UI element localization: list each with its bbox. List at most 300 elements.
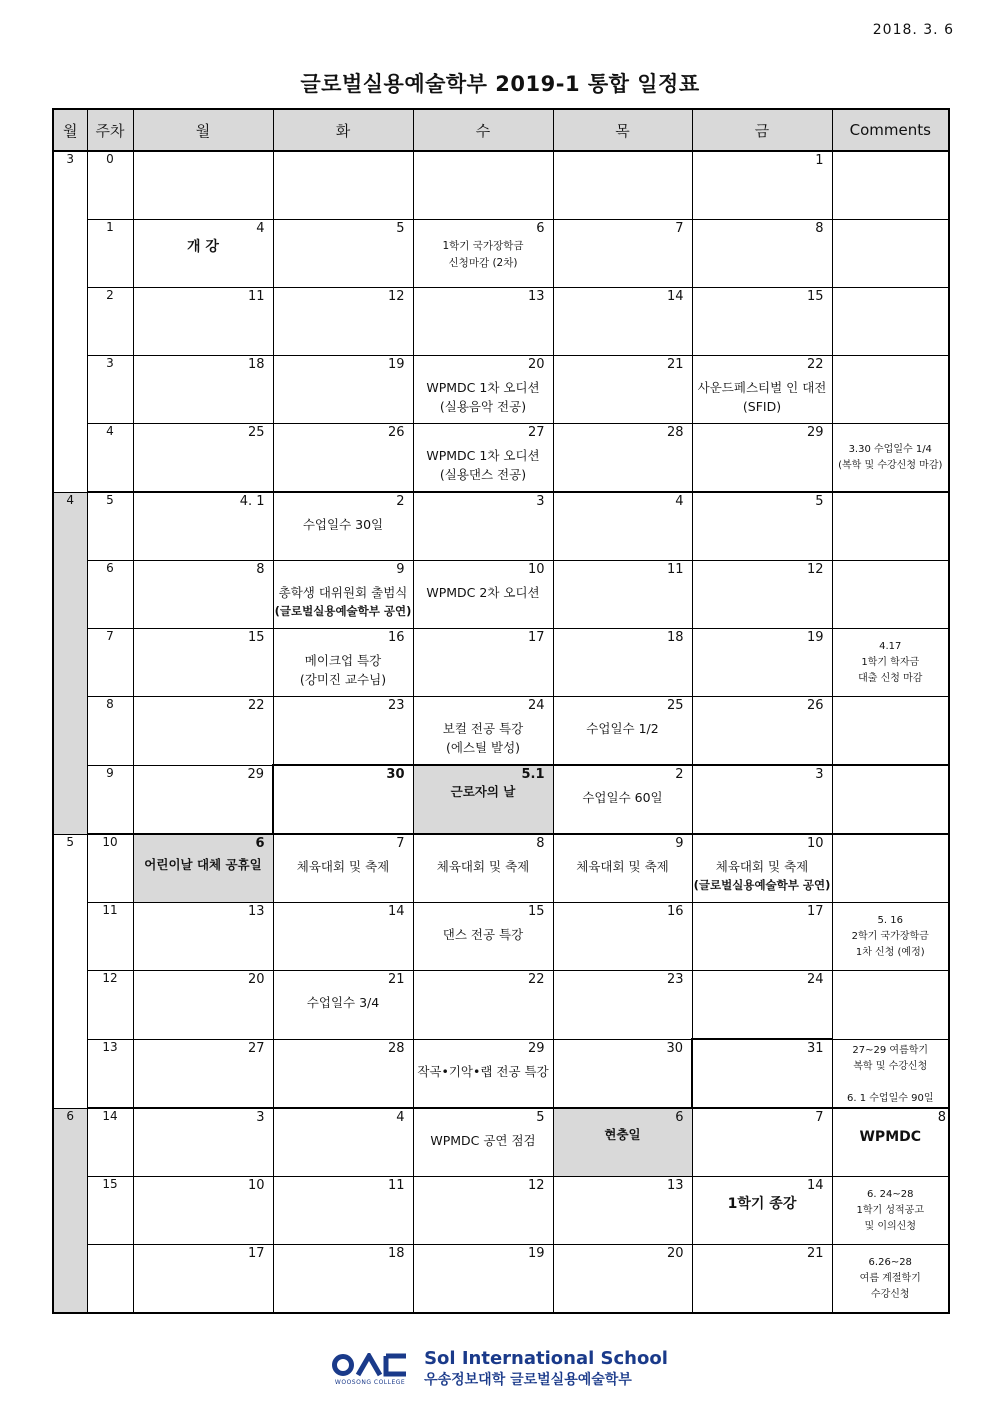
day-number: 18 xyxy=(666,630,684,645)
day-cell-tue xyxy=(273,220,413,288)
comment-line: 6. 1 수업일수 90일 xyxy=(847,1092,934,1104)
event-line: (에스틸 발성) xyxy=(445,740,521,755)
school-name xyxy=(424,1348,668,1390)
day-cell-fri xyxy=(692,561,832,629)
comment-cell xyxy=(832,288,949,356)
day-number: 3 xyxy=(256,1110,265,1125)
comment-line: 6.26~28 xyxy=(868,1256,912,1268)
day-number: 16 xyxy=(666,904,684,919)
footer xyxy=(0,1348,1000,1390)
day-cell-tue xyxy=(273,356,413,424)
comment-line: 및 이의신청 xyxy=(864,1220,916,1232)
event-text xyxy=(414,857,553,876)
day-cell-fri xyxy=(692,903,832,971)
day-number: 8 xyxy=(937,1110,946,1125)
week-row xyxy=(53,1039,949,1108)
day-number: 6 xyxy=(536,221,545,236)
schedule-table xyxy=(52,108,950,1314)
comment-cell xyxy=(832,1177,949,1245)
day-cell-tue xyxy=(273,834,413,903)
month-cell: 4 xyxy=(53,492,87,834)
day-cell-fri xyxy=(692,1177,832,1245)
comment-text xyxy=(833,629,949,696)
month-cell: 3 xyxy=(53,151,87,492)
comment-cell xyxy=(832,971,949,1040)
event-line: 총학생 대위원회 출범식 xyxy=(278,585,408,600)
event-line: (강미진 교수님) xyxy=(299,672,387,687)
event-text xyxy=(693,1195,832,1214)
week-row xyxy=(53,834,949,903)
day-cell-mon xyxy=(133,765,273,834)
day-cell-wed xyxy=(413,765,553,834)
day-cell-thu xyxy=(553,356,692,424)
event-line: 근로자의 날 xyxy=(450,784,516,799)
event-text xyxy=(414,238,553,272)
day-cell-fri xyxy=(692,697,832,766)
comment-text xyxy=(833,1040,949,1108)
comment-cell xyxy=(832,1245,949,1314)
week-number: 5 xyxy=(87,492,133,561)
event-line: (글로벌실용예술학부 공연) xyxy=(274,604,412,618)
day-number: 6 xyxy=(675,1110,684,1125)
day-cell-mon xyxy=(133,356,273,424)
day-cell-mon xyxy=(133,834,273,903)
day-cell-thu xyxy=(553,1108,692,1177)
day-cell-tue xyxy=(273,561,413,629)
event-line: 1학기 국가장학금 xyxy=(442,240,524,252)
week-number: 8 xyxy=(87,697,133,766)
week-row xyxy=(53,1177,949,1245)
event-text xyxy=(554,1125,692,1144)
day-number: 13 xyxy=(247,904,265,919)
week-number: 4 xyxy=(87,424,133,493)
event-line: 사운드페스티벌 인 대전 xyxy=(697,380,827,395)
day-cell-fri xyxy=(692,765,832,834)
event-text xyxy=(134,855,273,874)
comment-line: 1차 신청 (예정) xyxy=(855,946,925,958)
event-line: (SFID) xyxy=(742,399,782,414)
event-line: (실용댄스 전공) xyxy=(439,467,527,482)
day-cell-mon xyxy=(133,1039,273,1108)
day-number: 7 xyxy=(815,1110,824,1125)
event-line: 수업일수 30일 xyxy=(302,517,384,532)
comment-line: 수강신청 xyxy=(870,1288,910,1300)
day-cell-thu xyxy=(553,288,692,356)
day-number: 20 xyxy=(527,357,545,372)
day-number: 11 xyxy=(666,562,684,577)
day-number: 20 xyxy=(666,1246,684,1261)
event-text xyxy=(414,1131,553,1150)
day-cell-thu xyxy=(553,220,692,288)
week-number: 13 xyxy=(87,1039,133,1108)
day-cell-mon xyxy=(133,288,273,356)
event-line: 체육대회 및 축제 xyxy=(296,859,390,874)
day-number: 19 xyxy=(806,630,824,645)
month-cell: 5 xyxy=(53,834,87,1108)
day-cell-wed xyxy=(413,903,553,971)
day-cell-tue xyxy=(273,903,413,971)
week-number: 11 xyxy=(87,903,133,971)
week-number: 2 xyxy=(87,288,133,356)
day-number: 18 xyxy=(387,1246,405,1261)
day-number: 22 xyxy=(527,972,545,987)
comment-line: WPMDC xyxy=(859,1129,922,1145)
day-number: 17 xyxy=(806,904,824,919)
day-number: 22 xyxy=(806,357,824,372)
day-cell-wed xyxy=(413,1177,553,1245)
school-name-ko: 우송정보대학 글로벌실용예술학부 xyxy=(424,1372,632,1388)
week-row xyxy=(53,903,949,971)
header-wed: 수 xyxy=(413,109,553,151)
comment-cell xyxy=(832,151,949,220)
day-number: 28 xyxy=(387,1040,405,1056)
day-number: 25 xyxy=(666,698,684,713)
day-number: 14 xyxy=(806,1178,824,1193)
day-number: 5 xyxy=(396,221,405,236)
day-number: 30 xyxy=(666,1040,683,1056)
day-cell-thu xyxy=(553,697,692,766)
event-text xyxy=(554,719,692,738)
week-number: 0 xyxy=(87,151,133,220)
comment-text xyxy=(833,424,949,491)
day-number: 25 xyxy=(247,425,265,440)
comment-line: 4.17 xyxy=(879,640,902,652)
day-number: 7 xyxy=(396,836,405,851)
comment-cell xyxy=(832,220,949,288)
comment-text xyxy=(833,1109,949,1176)
day-cell-mon xyxy=(133,1245,273,1314)
day-number: 18 xyxy=(247,357,265,372)
day-cell-tue xyxy=(273,288,413,356)
day-cell-wed xyxy=(413,629,553,697)
week-number: 1 xyxy=(87,220,133,288)
event-text xyxy=(274,515,413,534)
day-number: 31 xyxy=(806,1041,824,1056)
week-row xyxy=(53,151,949,220)
week-row xyxy=(53,697,949,766)
day-number: 6 xyxy=(255,836,265,851)
event-line: 어린이날 대체 공휴일 xyxy=(144,857,262,872)
week-number xyxy=(87,1245,133,1314)
day-number: 3 xyxy=(536,494,545,509)
week-row xyxy=(53,561,949,629)
comment-cell xyxy=(832,424,949,493)
day-cell-fri xyxy=(692,1039,832,1108)
day-number: 8 xyxy=(815,221,824,236)
day-cell-fri xyxy=(692,424,832,493)
day-cell-tue xyxy=(273,151,413,220)
day-cell-wed xyxy=(413,356,553,424)
week-row xyxy=(53,424,949,493)
week-number: 9 xyxy=(87,765,133,834)
day-cell-tue xyxy=(273,424,413,493)
event-line: 체육대회 및 축제 xyxy=(576,859,669,874)
day-cell-tue xyxy=(273,629,413,697)
event-line: WPMDC 공연 점검 xyxy=(430,1133,536,1148)
header-month: 월 xyxy=(53,109,87,151)
day-cell-fri xyxy=(692,1108,832,1177)
event-text xyxy=(554,857,692,876)
day-number: 23 xyxy=(387,698,405,713)
event-line: 댄스 전공 특강 xyxy=(442,927,524,942)
event-line: WPMDC 2차 오디션 xyxy=(426,585,540,600)
week-row xyxy=(53,356,949,424)
day-number: 27 xyxy=(247,1040,265,1056)
college-logo xyxy=(332,1353,408,1386)
day-number: 19 xyxy=(527,1246,545,1261)
comment-line: 1학기 성적공고 xyxy=(856,1204,924,1216)
day-cell-fri xyxy=(692,356,832,424)
event-line: WPMDC 1차 오디션 xyxy=(426,380,540,395)
comment-cell xyxy=(832,629,949,697)
day-number: 26 xyxy=(806,698,824,713)
comment-cell xyxy=(832,834,949,903)
day-number: 7 xyxy=(675,221,684,236)
event-line: 메이크업 특강 xyxy=(304,653,382,668)
day-cell-wed xyxy=(413,1245,553,1314)
day-number: 21 xyxy=(806,1246,824,1261)
event-line: 1학기 종강 xyxy=(727,1196,797,1212)
event-line: 작곡•기악•랩 전공 특강 xyxy=(417,1063,549,1079)
day-cell-mon xyxy=(133,971,273,1040)
day-number: 27 xyxy=(527,425,545,440)
week-number: 15 xyxy=(87,1177,133,1245)
day-number: 9 xyxy=(396,562,405,577)
comment-line: 2학기 국가장학금 xyxy=(851,930,929,942)
day-cell-mon xyxy=(133,697,273,766)
day-cell-mon xyxy=(133,1177,273,1245)
day-number: 10 xyxy=(806,836,824,851)
event-text xyxy=(414,782,553,801)
week-number: 10 xyxy=(87,834,133,903)
day-number: 1 xyxy=(815,153,824,168)
event-line: 보컬 전공 특강 xyxy=(442,721,524,736)
day-number: 4 xyxy=(396,1110,405,1125)
event-text xyxy=(414,719,553,757)
day-number: 29 xyxy=(527,1040,545,1056)
week-row xyxy=(53,629,949,697)
comment-cell xyxy=(832,561,949,629)
day-number: 2 xyxy=(675,767,684,782)
day-cell-wed xyxy=(413,220,553,288)
day-cell-thu xyxy=(553,492,692,561)
logo-text: WOOSONG COLLEGE xyxy=(334,1378,406,1386)
event-text xyxy=(414,925,553,944)
comment-line: 5. 16 xyxy=(877,914,903,926)
header-week: 주차 xyxy=(87,109,133,151)
header-tue: 화 xyxy=(273,109,413,151)
comment-cell xyxy=(832,765,949,834)
event-line: 체육대회 및 축제 xyxy=(715,859,809,874)
event-text xyxy=(554,788,692,807)
day-cell-mon xyxy=(133,424,273,493)
day-cell-wed xyxy=(413,424,553,493)
week-row xyxy=(53,971,949,1040)
day-number: 5 xyxy=(536,1110,545,1125)
day-cell-mon xyxy=(133,561,273,629)
day-number: 2 xyxy=(396,494,405,509)
day-number: 10 xyxy=(527,562,545,577)
day-cell-wed xyxy=(413,834,553,903)
day-number: 29 xyxy=(806,425,824,440)
day-number: 21 xyxy=(387,972,405,987)
day-number: 8 xyxy=(536,836,545,851)
day-cell-wed xyxy=(413,492,553,561)
event-text xyxy=(274,857,413,876)
day-cell-fri xyxy=(692,220,832,288)
event-line: 수업일수 3/4 xyxy=(306,995,380,1010)
day-cell-mon xyxy=(133,629,273,697)
comment-line: 복학 및 수강신청 xyxy=(853,1060,928,1072)
event-text xyxy=(134,238,273,257)
day-number: 28 xyxy=(666,425,684,440)
day-number: 19 xyxy=(387,357,405,372)
day-cell-tue xyxy=(273,492,413,561)
day-cell-thu xyxy=(553,971,692,1040)
event-line: 개 강 xyxy=(187,239,219,255)
comment-cell xyxy=(832,492,949,561)
comment-text xyxy=(833,903,949,970)
week-number: 7 xyxy=(87,629,133,697)
day-cell-wed xyxy=(413,1108,553,1177)
day-cell-wed xyxy=(413,1039,553,1108)
day-cell-thu xyxy=(553,1039,692,1108)
week-number: 12 xyxy=(87,971,133,1040)
comment-line xyxy=(847,1075,933,1091)
event-line: 체육대회 및 축제 xyxy=(436,859,530,874)
day-cell-mon xyxy=(133,903,273,971)
day-number: 16 xyxy=(387,630,405,645)
day-number: 30 xyxy=(386,767,405,782)
day-cell-fri xyxy=(692,971,832,1040)
day-cell-fri xyxy=(692,492,832,561)
day-cell-thu xyxy=(553,834,692,903)
day-cell-thu xyxy=(553,765,692,834)
day-cell-wed xyxy=(413,288,553,356)
day-number: 12 xyxy=(387,289,405,304)
day-number: 4. 1 xyxy=(239,494,265,509)
comment-cell xyxy=(832,356,949,424)
header-fri: 금 xyxy=(692,109,832,151)
day-number: 4 xyxy=(675,494,684,509)
day-cell-thu xyxy=(553,903,692,971)
woosong-logo-icon xyxy=(332,1353,408,1377)
event-line: (글로벌실용예술학부 공연) xyxy=(693,878,831,892)
event-text xyxy=(693,378,832,416)
week-row xyxy=(53,765,949,834)
day-cell-tue xyxy=(273,1177,413,1245)
day-number: 5.1 xyxy=(521,767,545,782)
day-cell-tue xyxy=(273,1108,413,1177)
header-row xyxy=(53,109,949,151)
day-number: 11 xyxy=(387,1178,405,1193)
day-number: 15 xyxy=(806,289,824,304)
comment-line: 1학기 학자금 xyxy=(861,656,920,668)
day-number: 24 xyxy=(806,972,824,987)
day-cell-mon xyxy=(133,1108,273,1177)
day-number: 5 xyxy=(815,494,824,509)
document-date: 2018. 3. 6 xyxy=(872,22,954,38)
day-number: 20 xyxy=(247,972,265,987)
day-cell-tue xyxy=(273,765,413,834)
day-cell-tue xyxy=(273,1039,413,1108)
day-number: 22 xyxy=(247,698,265,713)
day-cell-fri xyxy=(692,834,832,903)
comment-line: 6. 24~28 xyxy=(866,1188,914,1200)
day-cell-mon xyxy=(133,492,273,561)
day-cell-fri xyxy=(692,151,832,220)
day-number: 9 xyxy=(675,836,684,851)
day-cell-mon xyxy=(133,151,273,220)
comment-line: 대출 신청 마감 xyxy=(858,672,923,684)
day-cell-thu xyxy=(553,1245,692,1314)
day-cell-fri xyxy=(692,1245,832,1314)
day-number: 4 xyxy=(256,221,265,236)
day-cell-wed xyxy=(413,697,553,766)
event-line: 수업일수 1/2 xyxy=(586,721,659,736)
comment-text xyxy=(833,1245,949,1312)
header-thu: 목 xyxy=(553,109,692,151)
day-number: 14 xyxy=(387,904,405,919)
comment-cell xyxy=(832,1039,949,1108)
event-line: (실용음악 전공) xyxy=(439,399,527,414)
event-text xyxy=(414,583,553,602)
page-title: 글로벌실용예술학부 2019-1 통합 일정표 xyxy=(300,72,700,96)
day-cell-wed xyxy=(413,971,553,1040)
day-number: 13 xyxy=(527,289,545,304)
comment-line: (복학 및 수강신청 마감) xyxy=(838,459,943,471)
event-text xyxy=(274,583,413,621)
week-row xyxy=(53,1108,949,1177)
day-number: 15 xyxy=(247,630,265,645)
week-number: 6 xyxy=(87,561,133,629)
event-text xyxy=(414,378,553,416)
event-line: 신청마감 (2차) xyxy=(448,257,518,269)
week-row xyxy=(53,1245,949,1314)
day-number: 23 xyxy=(666,972,684,987)
day-number: 14 xyxy=(666,289,684,304)
event-text xyxy=(274,993,413,1012)
day-number: 13 xyxy=(666,1178,684,1193)
event-text xyxy=(274,651,413,689)
day-cell-thu xyxy=(553,151,692,220)
comment-cell xyxy=(832,697,949,766)
month-cell: 6 xyxy=(53,1108,87,1313)
day-cell-thu xyxy=(553,629,692,697)
day-number: 29 xyxy=(247,766,264,782)
day-cell-mon xyxy=(133,220,273,288)
day-cell-fri xyxy=(692,629,832,697)
day-number: 12 xyxy=(527,1178,545,1193)
comment-cell xyxy=(832,903,949,971)
day-number: 11 xyxy=(247,289,265,304)
week-row xyxy=(53,492,949,561)
comment-line: 여름 계절학기 xyxy=(859,1272,921,1284)
event-line: 수업일수 60일 xyxy=(582,790,663,805)
day-number: 12 xyxy=(806,562,824,577)
comment-text xyxy=(833,1177,949,1244)
event-text xyxy=(414,446,553,484)
day-number: 17 xyxy=(527,630,545,645)
day-number: 15 xyxy=(527,904,545,919)
day-number: 21 xyxy=(666,357,684,372)
day-number: 3 xyxy=(815,767,824,782)
comment-line: 27~29 여름학기 xyxy=(852,1044,929,1056)
week-row xyxy=(53,288,949,356)
day-cell-thu xyxy=(553,561,692,629)
day-cell-fri xyxy=(692,288,832,356)
event-line: WPMDC 1차 오디션 xyxy=(426,448,540,463)
